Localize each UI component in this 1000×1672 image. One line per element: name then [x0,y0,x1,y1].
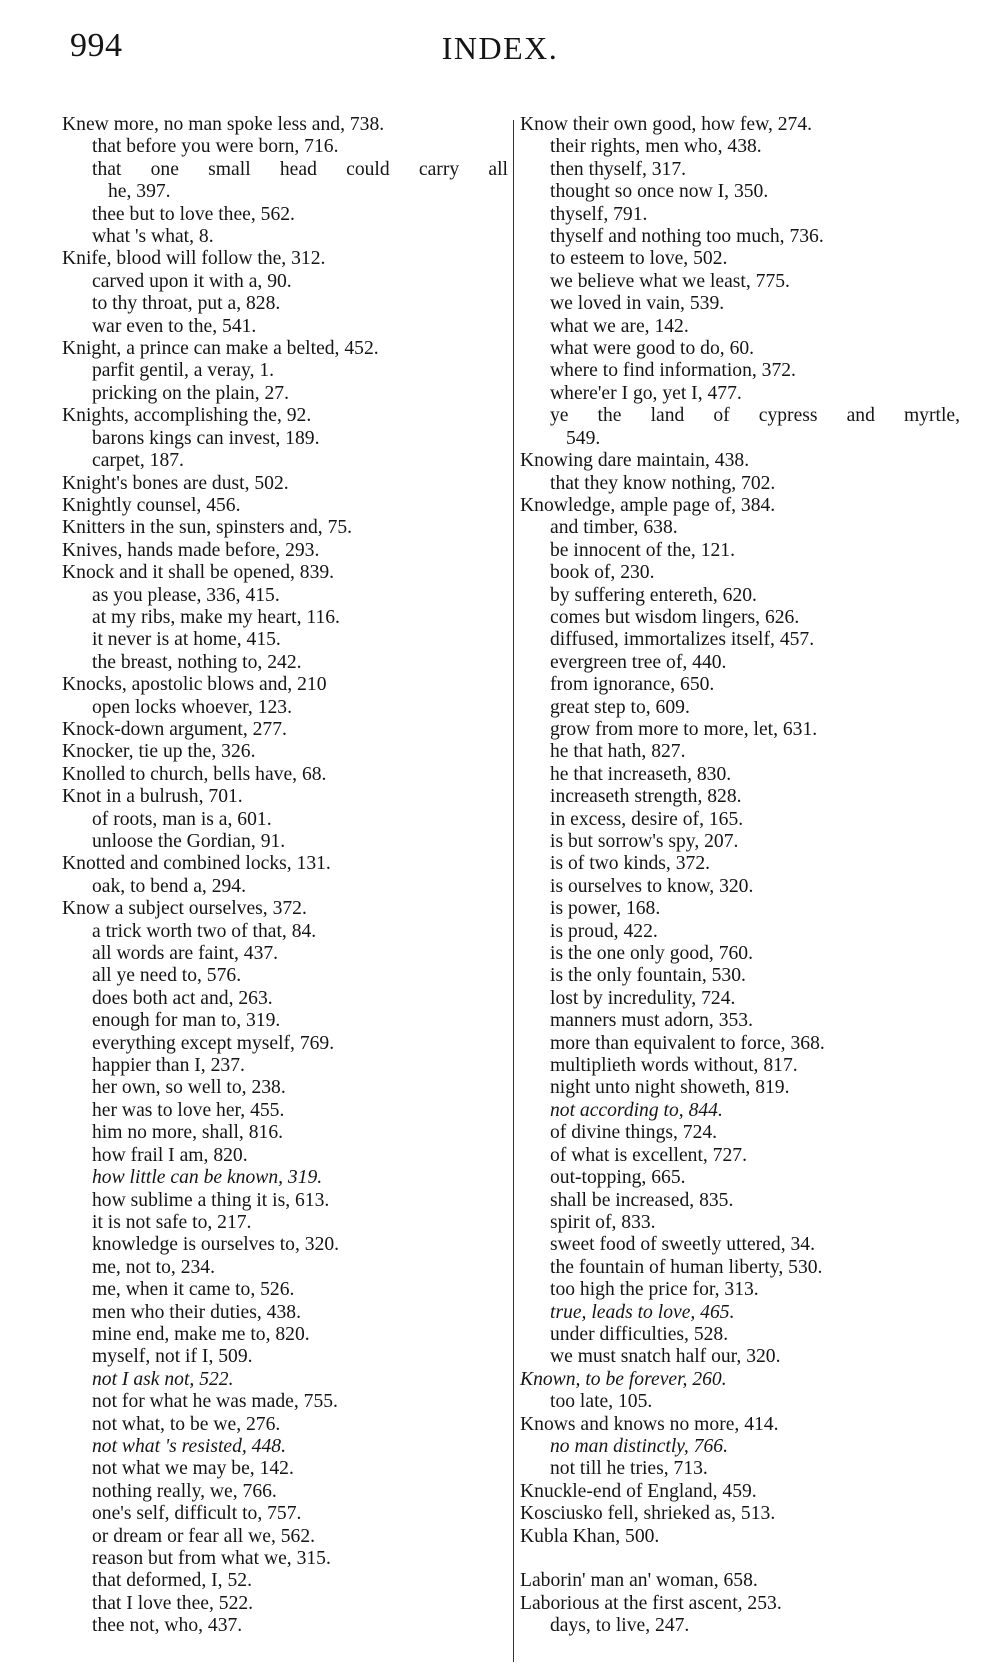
index-subentry: night unto night showeth, 819. [550,1077,790,1099]
index-subentry: all words are faint, 437. [92,943,279,965]
index-subentry: one's self, difficult to, 757. [92,1503,302,1525]
index-subentry: the breast, nothing to, 242. [92,651,302,673]
index-entry: Know a subject ourselves, 372. [62,898,307,920]
index-subentry: mine end, make me to, 820. [92,1323,310,1345]
index-subentry: out-topping, 665. [550,1167,686,1189]
index-column-right [520,114,960,1638]
index-subentry: is of two kinds, 372. [550,853,711,875]
index-subentry: no man distinctly, 766. [550,1435,728,1457]
index-subentry: carpet, 187. [92,450,184,472]
index-subentry: a trick worth two of that, 84. [92,920,317,942]
index-subentry: we believe what we least, 775. [550,270,790,292]
index-subentry: is the one only good, 760. [550,943,753,965]
index-subentry: to esteem to love, 502. [550,248,728,270]
index-subentry: him no more, shall, 816. [92,1122,284,1144]
section-gap [520,1548,960,1570]
index-subentry: of roots, man is a, 601. [92,808,272,830]
index-entry: Knight's bones are dust, 502. [62,472,289,494]
index-subentry: thyself and nothing too much, 736. [550,226,824,248]
index-subentry: ye the land of cypress and myrtle, [550,405,960,427]
index-subentry: at my ribs, make my heart, 116. [92,606,340,628]
index-subentry: or dream or fear all we, 562. [92,1525,316,1547]
column-divider [513,120,514,1662]
index-subentry: great step to, 609. [550,696,690,718]
index-subentry: does both act and, 263. [92,987,273,1009]
index-entry: Kubla Khan, 500. [520,1525,660,1547]
index-entry: Knocks, apostolic blows and, 210 [62,674,327,696]
index-subentry: what 's what, 8. [92,226,214,248]
index-entry: Knightly counsel, 456. [62,494,241,516]
index-subentry: pricking on the plain, 27. [92,382,289,404]
index-subentry: all ye need to, 576. [92,965,242,987]
index-subentry: it never is at home, 415. [92,629,281,651]
index-subentry: thee not, who, 437. [92,1615,243,1637]
index-entry: Knotted and combined locks, 131. [62,853,331,875]
index-subentry: knowledge is ourselves to, 320. [92,1234,340,1256]
index-subentry: her was to love her, 455. [92,1099,285,1121]
index-entry: Knife, blood will follow the, 312. [62,248,326,270]
index-subentry: thought so once now I, 350. [550,181,769,203]
index-subentry: happier than I, 237. [92,1055,245,1077]
index-subentry: not what, to be we, 276. [92,1413,281,1435]
index-subentry: carved upon it with a, 90. [92,270,292,292]
index-column-left [62,114,508,1638]
index-subentry: what were good to do, 60. [550,338,755,360]
index-subentry: is proud, 422. [550,920,658,942]
index-subentry: how frail I am, 820. [92,1144,248,1166]
index-subentry: book of, 230. [550,562,655,584]
index-entry: Knitters in the sun, spinsters and, 75. [62,517,353,539]
index-subentry: manners must adorn, 353. [550,1010,753,1032]
index-subentry: myself, not if I, 509. [92,1346,253,1368]
index-subentry: then thyself, 317. [550,158,687,180]
index-entry: Knock and it shall be opened, 839. [62,562,335,584]
index-entry: Known, to be forever, 260. [520,1368,727,1390]
index-subentry: comes but wisdom lingers, 626. [550,606,800,628]
index-entry: Knows and knows no more, 414. [520,1413,779,1435]
index-subentry: me, when it came to, 526. [92,1279,295,1301]
index-subentry: be innocent of the, 121. [550,539,736,561]
index-subentry: men who their duties, 438. [92,1301,301,1323]
index-subentry: shall be increased, 835. [550,1189,734,1211]
index-subentry: sweet food of sweetly uttered, 34. [550,1234,815,1256]
index-subentry: nothing really, we, 766. [92,1480,277,1502]
index-subentry: grow from more to more, let, 631. [550,718,818,740]
index-subentry: how sublime a thing it is, 613. [92,1189,330,1211]
index-subentry: not according to, 844. [550,1099,723,1121]
index-subentry: oak, to bend a, 294. [92,875,246,897]
index-entry: Laborin' man an' woman, 658. [520,1570,758,1592]
index-subentry: their rights, men who, 438. [550,136,762,158]
index-subentry: her own, so well to, 238. [92,1077,286,1099]
index-entry: Laborious at the first ascent, 253. [520,1592,782,1614]
index-subentry: reason but from what we, 315. [92,1548,331,1569]
index-subentry: me, not to, 234. [92,1256,215,1278]
index-entry: Knight, a prince can make a belted, 452. [62,338,379,360]
index-subentry: is but sorrow's spy, 207. [550,831,739,852]
page-number: 994 [70,27,123,64]
index-entry: Knights, accomplishing the, 92. [62,405,312,427]
index-subentry: thyself, 791. [550,203,648,225]
index-entry: Knock-down argument, 277. [62,718,287,740]
index-subentry: where to find information, 372. [550,360,796,382]
index-entry: Know their own good, how few, 274. [520,114,813,135]
index-subentry: as you please, 336, 415. [92,584,280,606]
index-subentry: that before you were born, 716. [92,136,339,158]
index-subentry: it is not safe to, 217. [92,1211,252,1233]
index-subentry: too late, 105. [550,1391,653,1413]
index-subentry: is ourselves to know, 320. [550,875,754,897]
index-subentry: enough for man to, 319. [92,1010,281,1032]
index-subentry: from ignorance, 650. [550,674,715,696]
index-subentry: more than equivalent to force, 368. [550,1032,825,1054]
index-subentry: not what 's resisted, 448. [92,1435,286,1457]
index-subentry: war even to the, 541. [92,315,257,337]
index-subentry: thee but to love thee, 562. [92,203,295,225]
index-subentry: everything except myself, 769. [92,1032,335,1054]
index-subentry: parfit gentil, a veray, 1. [92,360,275,382]
index-entry: Knew more, no man spoke less and, 738. [62,114,385,135]
index-subentry: lost by incredulity, 724. [550,987,736,1009]
index-subentry: that deformed, I, 52. [92,1570,252,1592]
index-subentry: evergreen tree of, 440. [550,651,727,673]
index-subentry: we must snatch half our, 320. [550,1346,781,1368]
index-subentry: to thy throat, put a, 828. [92,293,281,315]
index-subentry: where'er I go, yet I, 477. [550,382,742,404]
index-subentry: too high the price for, 313. [550,1279,759,1301]
index-subentry: he, 397. [108,181,171,203]
index-subentry: is power, 168. [550,898,661,920]
index-subentry: increaseth strength, 828. [550,786,742,808]
index-entry: Knolled to church, bells have, 68. [62,763,327,785]
index-entry: Kosciusko fell, shrieked as, 513. [520,1503,776,1525]
index-subentry: in excess, desire of, 165. [550,808,744,830]
index-entry: Knuckle-end of England, 459. [520,1480,757,1502]
index-subentry: that I love thee, 522. [92,1592,254,1614]
index-entry: Knives, hands made before, 293. [62,539,320,561]
index-subentry: of divine things, 724. [550,1122,718,1144]
page-title: INDEX. [441,30,559,66]
index-subentry: not for what he was made, 755. [92,1391,338,1413]
index-subentry: open locks whoever, 123. [92,696,293,718]
index-subentry: the fountain of human liberty, 530. [550,1256,823,1278]
index-subentry: how little can be known, 319. [92,1167,323,1189]
index-subentry: diffused, immortalizes itself, 457. [550,629,815,651]
index-subentry: unloose the Gordian, 91. [92,831,286,852]
index-subentry: we loved in vain, 539. [550,293,725,315]
index-subentry: is the only fountain, 530. [550,965,746,987]
index-subentry: not till he tries, 713. [550,1458,708,1480]
index-subentry: he that increaseth, 830. [550,763,732,785]
index-subentry: days, to live, 247. [550,1615,690,1637]
index-subentry: under difficulties, 528. [550,1323,729,1345]
index-entry: Knocker, tie up the, 326. [62,741,256,763]
index-subentry: that they know nothing, 702. [550,472,776,494]
index-subentry: by suffering entereth, 620. [550,584,757,606]
index-subentry: he that hath, 827. [550,741,686,763]
index-entry: Knowledge, ample page of, 384. [520,494,776,516]
index-subentry: spirit of, 833. [550,1211,656,1233]
index-subentry: and timber, 638. [550,517,678,539]
index-entry: Knot in a bulrush, 701. [62,786,243,808]
index-subentry: that one small head could carry all [92,158,508,180]
index-subentry: of what is excellent, 727. [550,1144,747,1166]
index-subentry: true, leads to love, 465. [550,1301,735,1323]
index-subentry: barons kings can invest, 189. [92,427,320,449]
index-subentry: not I ask not, 522. [92,1368,234,1390]
index-subentry: multiplieth words without, 817. [550,1055,798,1077]
index-entry: Knowing dare maintain, 438. [520,450,750,472]
index-subentry: not what we may be, 142. [92,1458,294,1480]
index-subentry: what we are, 142. [550,315,689,337]
index-subentry: 549. [566,427,601,449]
